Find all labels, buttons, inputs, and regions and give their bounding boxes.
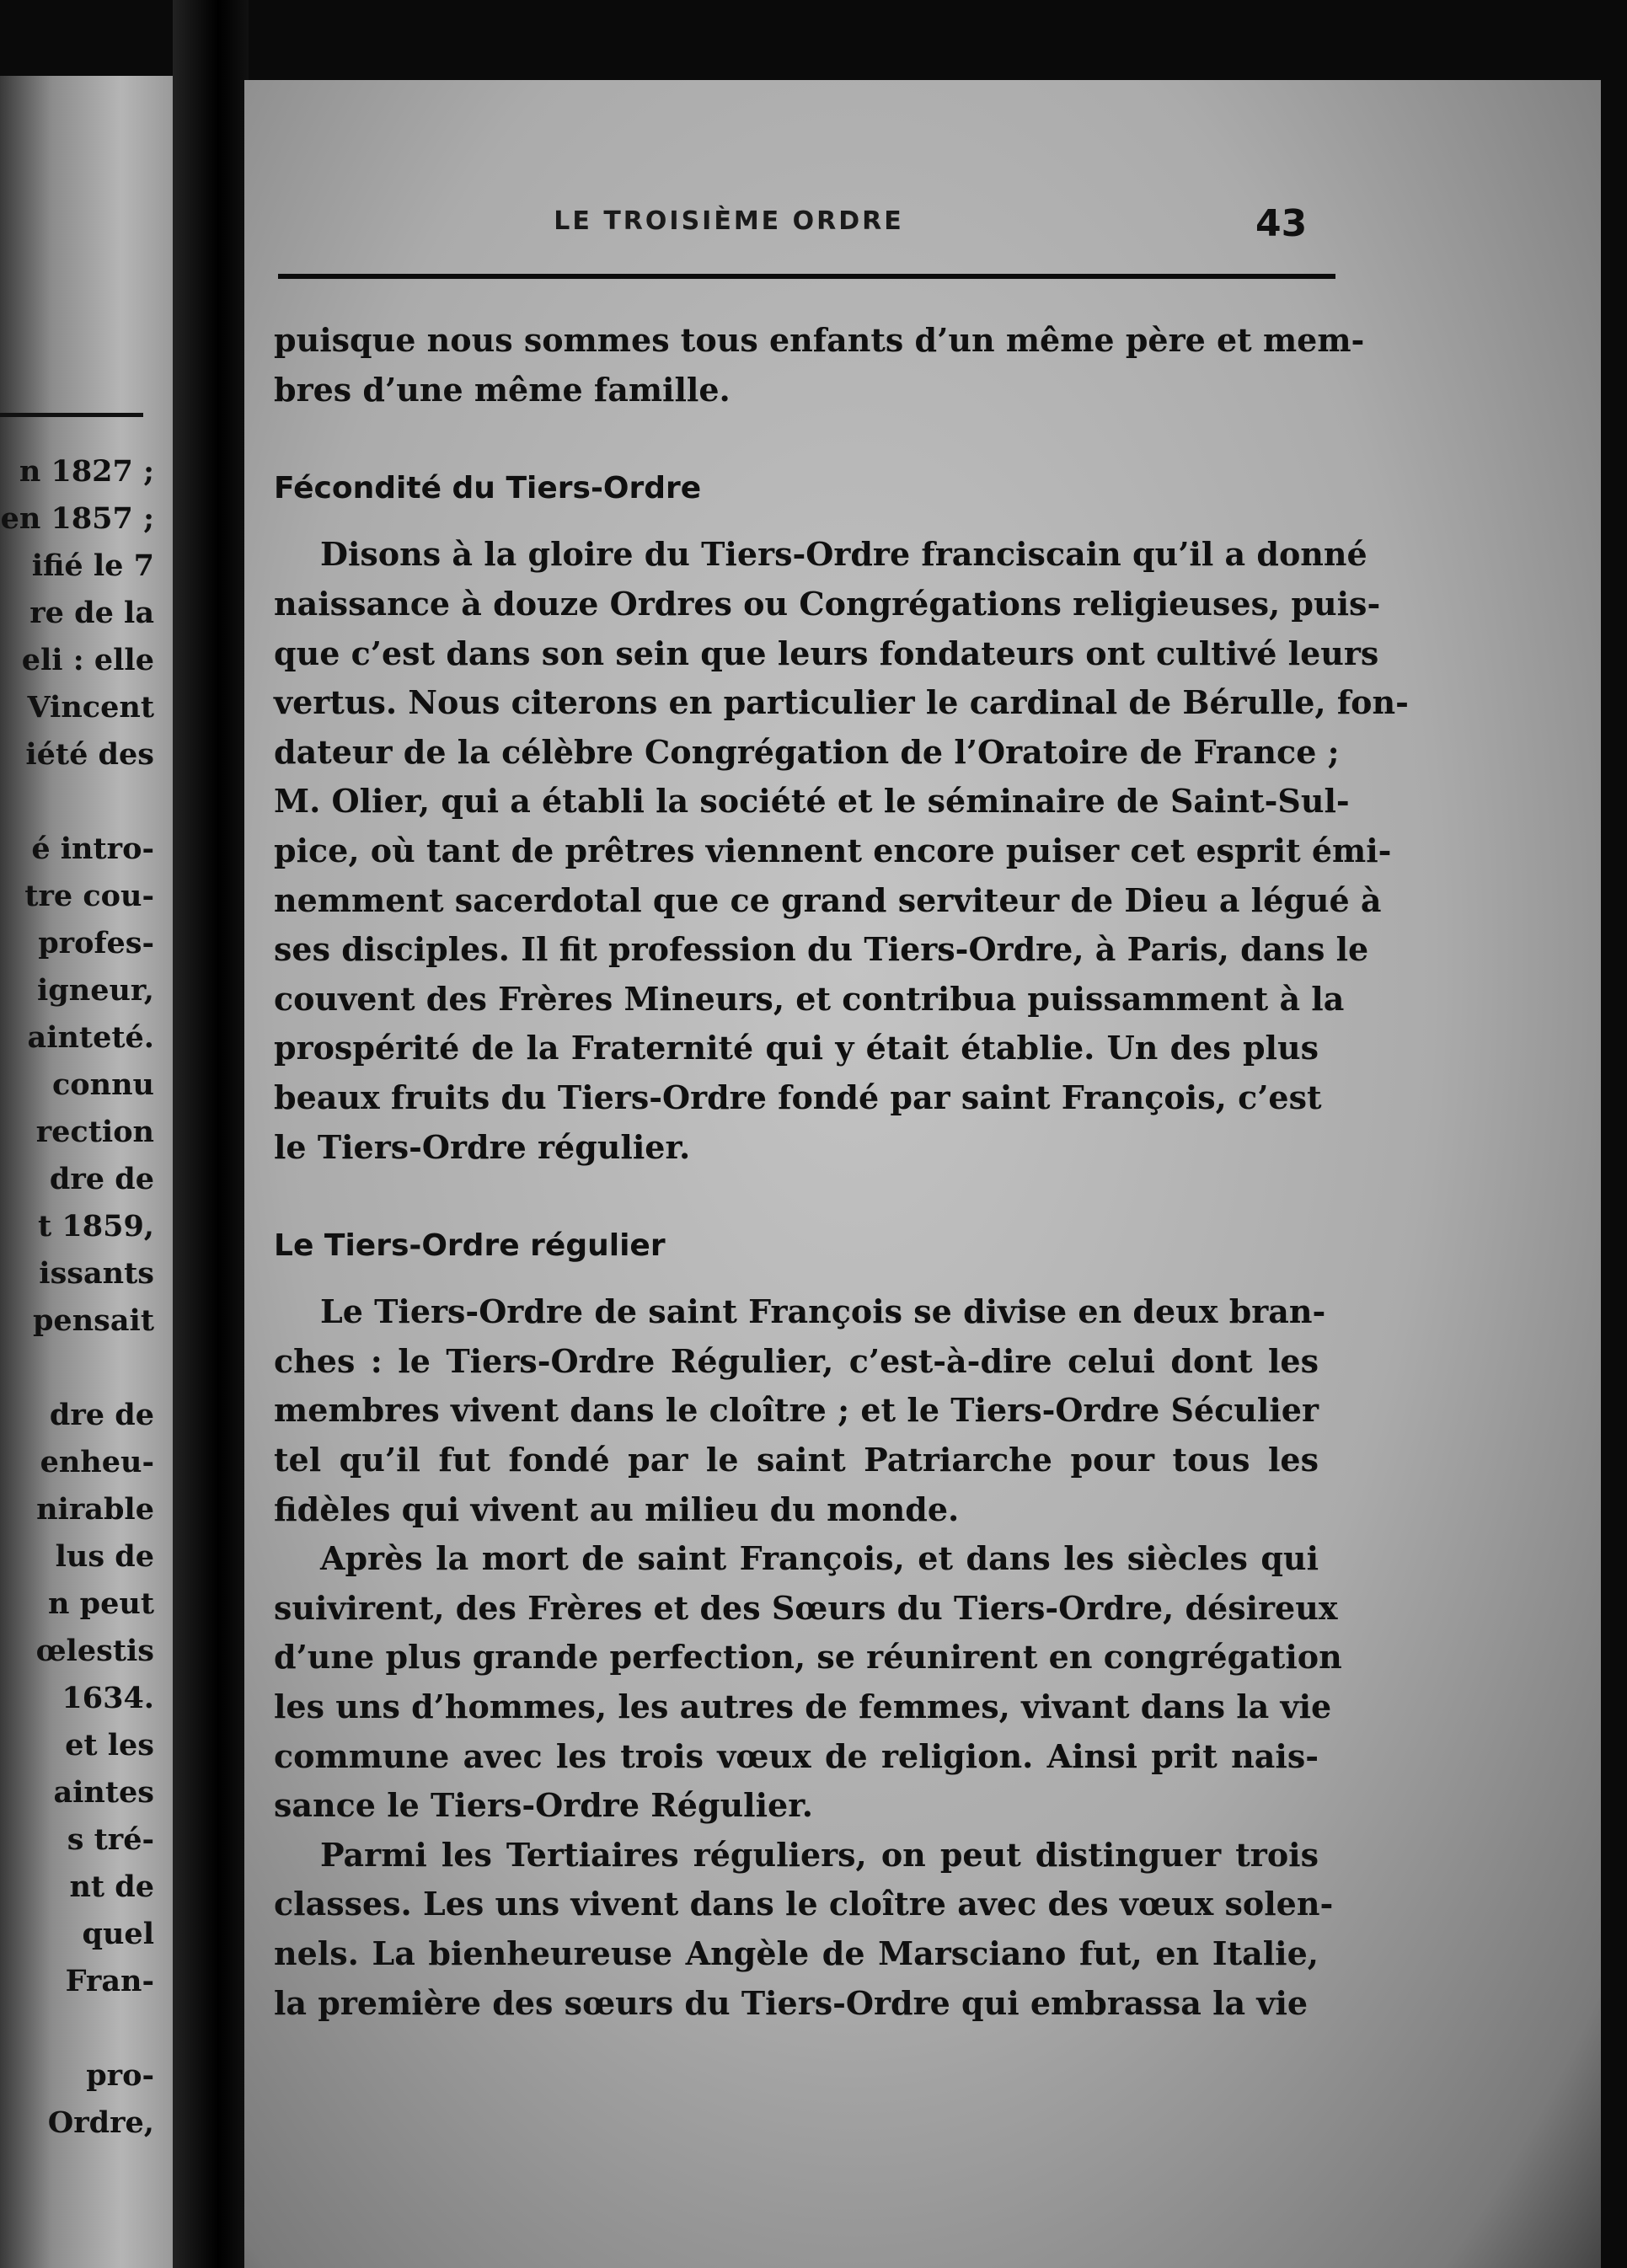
left-page-line: Ordre, <box>47 2105 154 2140</box>
left-page-line: igneur, <box>36 973 154 1008</box>
left-page-line: œlestis <box>35 1634 154 1668</box>
left-page-line: 1634. <box>62 1681 154 1715</box>
paragraph <box>274 1534 1342 1831</box>
text-line: les uns d’hommes, les autres de femmes, vivant dans la vie <box>274 1688 1332 1726</box>
left-page-line: Vincent <box>27 690 154 725</box>
text-line: ches : le Tiers-Ordre Régulier, c’est-à-dire celui dont les <box>274 1341 1319 1380</box>
left-page-line: et les <box>65 1728 154 1763</box>
left-page-line: issants <box>39 1256 154 1291</box>
left-page-line: enheu- <box>40 1445 154 1479</box>
left-page-line: n peut <box>48 1586 154 1621</box>
text-line: le Tiers-Ordre régulier. <box>274 1127 691 1166</box>
text-line: Le Tiers-Ordre de saint François se divise en deux bran- <box>320 1292 1326 1331</box>
section-heading: Fécondité du Tiers-Ordre <box>274 470 702 505</box>
left-page-line: eli : elle <box>21 643 154 677</box>
left-page-line: dre de <box>49 1398 154 1432</box>
text-line: M. Olier, qui a établi la société et le séminaire de Saint-Sul- <box>274 782 1350 821</box>
text-line: sance le Tiers-Ordre Régulier. <box>274 1786 813 1825</box>
left-page-line: n 1827 ; <box>19 454 154 489</box>
left-page-rule <box>0 413 143 417</box>
text-line: nemment sacerdotal que ce grand serviteur de Dieu a légué à <box>274 880 1382 919</box>
text-line: nels. La bienheureuse Angèle de Marsciano fut, en Italie, <box>274 1934 1319 1972</box>
left-page-line: pro- <box>86 2058 154 2093</box>
text-line: classes. Les uns vivent dans le cloître avec des vœux solen- <box>274 1885 1334 1923</box>
text-line: puisque nous sommes tous enfants d’un même père et mem- <box>274 321 1365 359</box>
left-page-line: tre cou- <box>24 879 154 913</box>
left-page-line: s tré- <box>67 1822 154 1857</box>
text-line: couvent des Frères Mineurs, et contribua puissamment à la <box>274 979 1345 1018</box>
left-page-line: iété des <box>25 737 154 772</box>
text-line: beaux fruits du Tiers-Ordre fondé par saint François, c’est <box>274 1078 1322 1116</box>
text-line: Après la mort de saint François, et dans les siècles qui <box>320 1539 1319 1578</box>
left-page-line: quel <box>82 1917 154 1951</box>
left-page-line: en 1857 ; <box>0 501 154 536</box>
text-line: d’une plus grande perfection, se réunirent en congrégation <box>274 1638 1342 1677</box>
paragraph <box>274 1287 1326 1534</box>
text-line: membres vivent dans le cloître ; et le Tiers-Ordre Séculier <box>274 1391 1319 1430</box>
left-page-line: lus de <box>55 1539 154 1574</box>
left-page-line: aintes <box>53 1775 154 1810</box>
left-page-line: Fran- <box>65 1964 154 1998</box>
left-page <box>0 76 173 2268</box>
text-line: pice, où tant de prêtres viennent encore puiser cet esprit émi- <box>274 831 1392 869</box>
book-gutter <box>173 0 249 2268</box>
text-line: Parmi les Tertiaires réguliers, on peut distinguer trois <box>320 1835 1319 1874</box>
text-line: que c’est dans son sein que leurs fondateurs ont cultivé leurs <box>274 634 1379 672</box>
paragraph <box>274 530 1409 1172</box>
left-page-line: ifié le 7 <box>31 548 154 583</box>
left-page-line: re de la <box>29 596 154 630</box>
text-line: vertus. Nous citerons en particulier le cardinal de Bérulle, fon- <box>274 683 1409 722</box>
left-page-line: pensait <box>32 1303 154 1338</box>
left-page-line: rection <box>35 1115 154 1149</box>
text-line: bres d’une même famille. <box>274 370 731 409</box>
body-text <box>274 316 1409 2028</box>
paragraph <box>274 1831 1334 2028</box>
left-page-line: t 1859, <box>38 1209 154 1244</box>
text-line: Disons à la gloire du Tiers-Ordre franciscain qu’il a donné <box>320 535 1367 574</box>
text-line: ses disciples. Il fit profession du Tiers-Ordre, à Paris, dans le <box>274 930 1369 969</box>
left-page-line: profes- <box>38 926 154 960</box>
text-line: tel qu’il fut fondé par le saint Patriarche pour tous les <box>274 1441 1319 1479</box>
text-line: naissance à douze Ordres ou Congrégations religieuses, puis- <box>274 584 1381 623</box>
left-page-text <box>0 448 154 2147</box>
left-page-line: dre de <box>49 1162 154 1196</box>
left-page-line <box>0 778 154 826</box>
header-rule <box>278 274 1335 279</box>
left-page-line: nt de <box>69 1869 154 1904</box>
paragraph <box>274 316 1365 415</box>
left-page-line: nirable <box>36 1492 154 1527</box>
left-page-line <box>0 1345 154 1392</box>
section-heading: Le Tiers-Ordre régulier <box>274 1228 666 1263</box>
text-line: fidèles qui vivent au milieu du monde. <box>274 1490 960 1528</box>
text-line: la première des sœurs du Tiers-Ordre qui embrassa la vie <box>274 1983 1309 2022</box>
left-page-line: é intro- <box>31 832 154 866</box>
left-page-line: ainteté. <box>27 1020 154 1055</box>
text-line: suivirent, des Frères et des Sœurs du Tiers-Ordre, désireux <box>274 1588 1338 1627</box>
left-page-line: connu <box>52 1067 154 1102</box>
left-page-line <box>0 2005 154 2052</box>
running-head: LE TROISIÈME ORDRE <box>554 206 904 236</box>
text-line: commune avec les trois vœux de religion. Ainsi prit nais- <box>274 1736 1319 1775</box>
text-line: prospérité de la Fraternité qui y était établie. Un des plus <box>274 1029 1319 1067</box>
page-number: 43 <box>1255 202 1308 245</box>
text-line: dateur de la célèbre Congrégation de l’Oratoire de France ; <box>274 732 1340 771</box>
